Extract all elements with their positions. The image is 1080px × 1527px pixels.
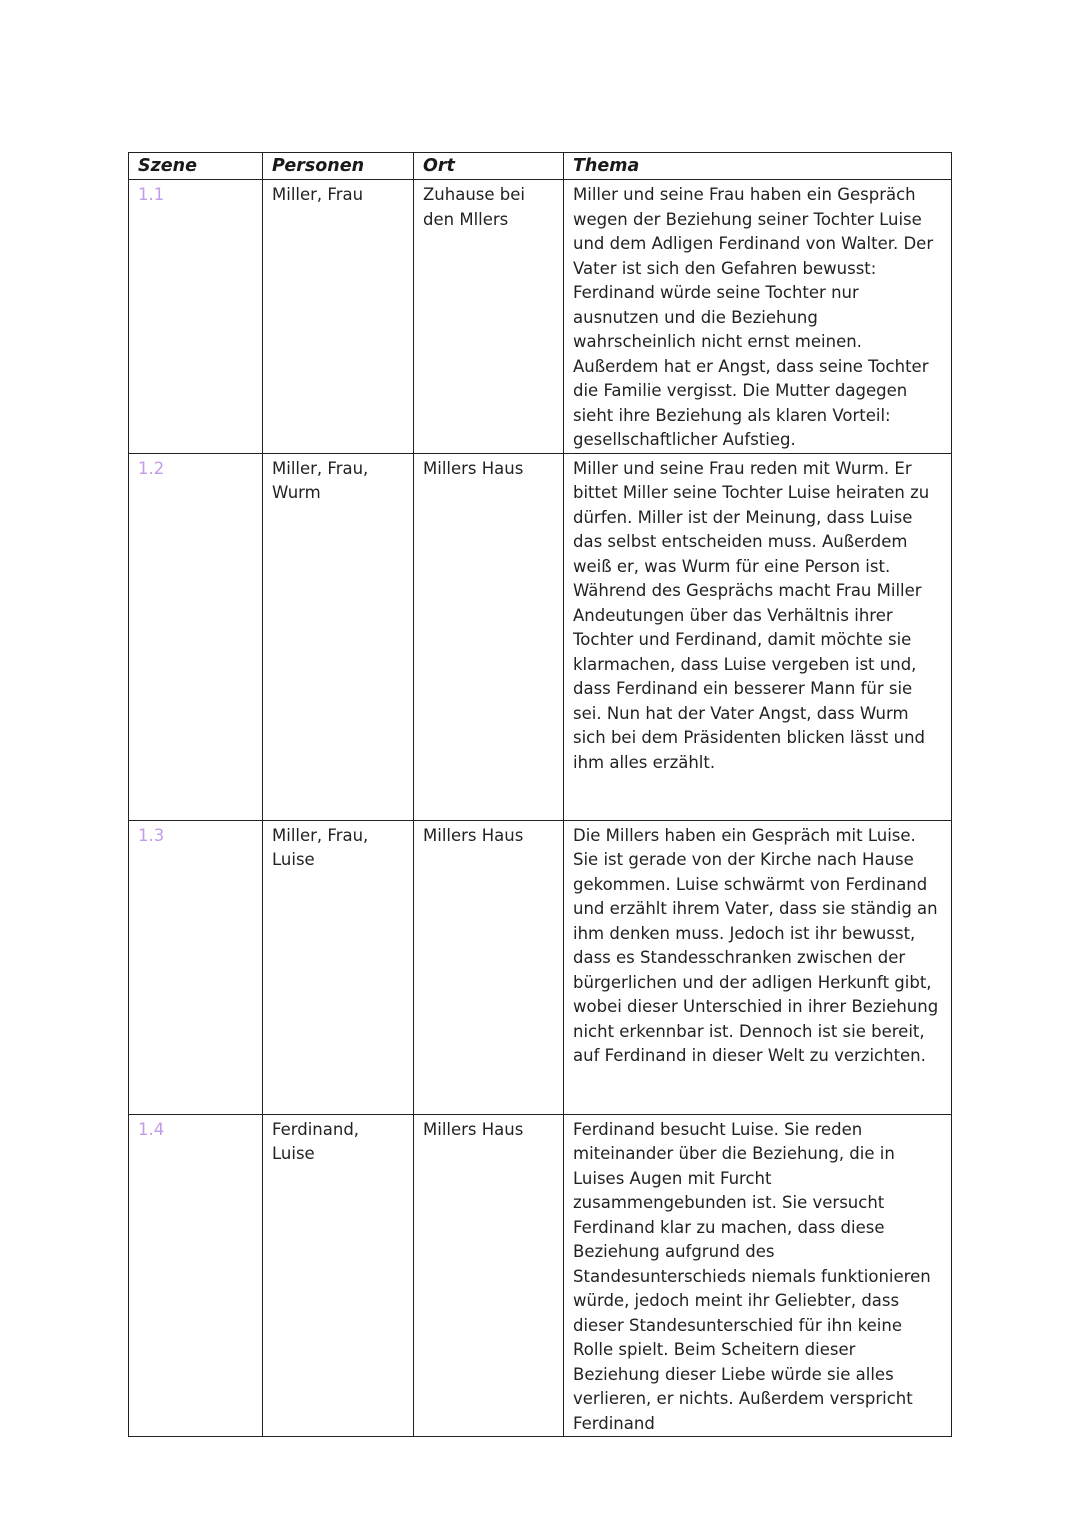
persons-cell: Miller, Frau [263,180,414,454]
theme-cell: Miller und seine Frau reden mit Wurm. Er bittet Miller seine Tochter Luise heiraten zu dürfen. Miller ist der Meinung, dass Luise das selbst entscheiden muss. Außerdem weiß er, was Wurm für eine Person ist. Während des Gesprächs macht Frau Miller Andeutungen über das Verhältnis ihrer Tochter und Ferdinand, damit möchte sie klarmachen, dass Luise vergeben ist und, dass Ferdinand ein besserer Mann für sie sei. Nun hat der Vater Angst, dass Wurm sich bei dem Präsidenten blicken lässt und ihm alles erzählt. [564,453,952,820]
table-row [129,453,952,820]
scene-number: 1.1 [129,180,263,454]
scene-number: 1.4 [129,1114,263,1437]
place-cell: Millers Haus [414,820,564,1114]
place-cell: Millers Haus [414,453,564,820]
table-header-row [129,153,952,180]
header-theme: Thema [564,153,952,180]
theme-cell: Miller und seine Frau haben ein Gespräch wegen der Beziehung seiner Tochter Luise und dem Adligen Ferdinand von Walter. Der Vater ist sich den Gefahren bewusst: Ferdinand würde seine Tochter nur ausnutzen und die Beziehung wahrscheinlich nicht ernst meinen. Außerdem hat er Angst, dass seine Tochter die Familie vergisst. Die Mutter dagegen sieht ihre Beziehung als klaren Vorteil: gesellschaftlicher Aufstieg. [564,180,952,454]
scene-table [128,152,952,1437]
header-persons: Personen [263,153,414,180]
persons-cell: Miller, Frau, Wurm [263,453,414,820]
place-cell: Zuhause bei den Mllers [414,180,564,454]
persons-cell: Miller, Frau, Luise [263,820,414,1114]
place-cell: Millers Haus [414,1114,564,1437]
header-scene: Szene [129,153,263,180]
scene-number: 1.2 [129,453,263,820]
table-row [129,1114,952,1437]
persons-cell: Ferdinand, Luise [263,1114,414,1437]
header-place: Ort [414,153,564,180]
table-row [129,820,952,1114]
theme-cell: Ferdinand besucht Luise. Sie reden miteinander über die Beziehung, die in Luises Augen mit Furcht zusammengebunden ist. Sie versucht Ferdinand klar zu machen, dass diese Beziehung aufgrund des Standesunterschieds niemals funktionieren würde, jedoch meint ihr Geliebter, dass dieser Standesunterschied für ihn keine Rolle spielt. Beim Scheitern dieser Beziehung dieser Liebe würde sie alles verlieren, er nichts. Außerdem verspricht Ferdinand [564,1114,952,1437]
theme-cell: Die Millers haben ein Gespräch mit Luise. Sie ist gerade von der Kirche nach Hause gekommen. Luise schwärmt von Ferdinand und erzählt ihrem Vater, dass sie ständig an ihm denken muss. Jedoch ist ihr bewusst, dass es Standesschranken zwischen der bürgerlichen und der adligen Herkunft gibt, wobei dieser Unterschied in ihrer Beziehung nicht erkennbar ist. Dennoch ist sie bereit, auf Ferdinand in dieser Welt zu verzichten. [564,820,952,1114]
scene-number: 1.3 [129,820,263,1114]
table-row [129,180,952,454]
